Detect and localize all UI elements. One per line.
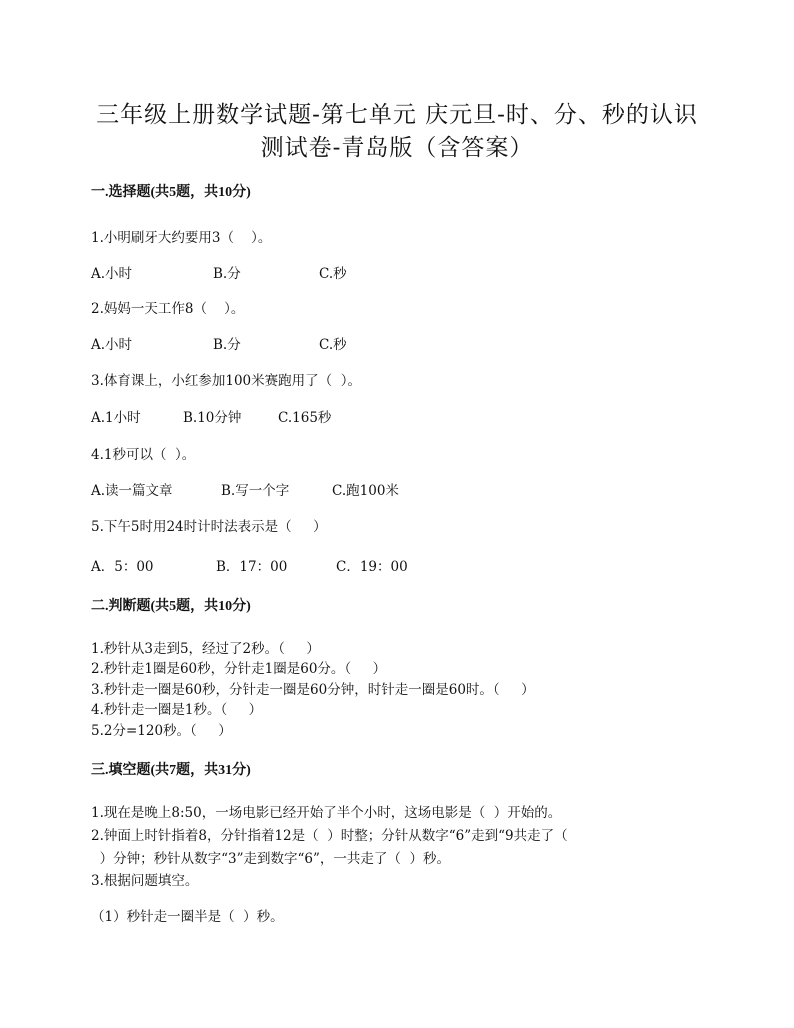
section-heading-choice: 一.选择题(共5题，共10分) bbox=[91, 185, 251, 200]
option-a: A．5：00 bbox=[91, 559, 154, 575]
option-c: C.165秒 bbox=[278, 410, 332, 426]
judgement-item: 1.秒针从3走到5，经过了2秒。（ ） bbox=[91, 641, 320, 657]
option-b: B.分 bbox=[213, 337, 241, 353]
option-a: A.1小时 bbox=[91, 410, 141, 426]
question-stem: 1.小明刷牙大约要用3（ ）。 bbox=[91, 230, 272, 246]
judgement-item: 4.秒针走一圈是1秒。（ ） bbox=[91, 702, 263, 718]
fill-in-item: 1.现在是晚上8:50，一场电影已经开始了半个小时，这场电影是（ ）开始的。 bbox=[91, 805, 562, 821]
option-c: C.跑100米 bbox=[332, 483, 399, 499]
option-a: A.小时 bbox=[91, 266, 133, 282]
fill-in-item-continued: ）分钟；秒针从数字“3”走到数字“6”，一共走了（ ）秒。 bbox=[91, 851, 450, 867]
option-c: C.秒 bbox=[319, 337, 347, 353]
judgement-item: 5.2分=120秒。（ ） bbox=[91, 723, 232, 739]
fill-in-subitem: （1）秒针走一圈半是（ ）秒。 bbox=[91, 909, 284, 925]
section-heading-true-false: 二.判断题(共5题，共10分) bbox=[91, 599, 251, 614]
document-title-line2: 测试卷-青岛版（含答案） bbox=[260, 135, 534, 161]
judgement-item: 2.秒针走1圈是60秒，分针走1圈是60分。（ ） bbox=[91, 661, 387, 677]
option-b: B.分 bbox=[213, 266, 241, 282]
option-b: B．17：00 bbox=[216, 559, 288, 575]
fill-in-item: 3.根据问题填空。 bbox=[91, 873, 199, 889]
fill-in-item: 2.钟面上时针指着8，分针指着12是（ ）时整；分针从数字“6”走到“9共走了（ bbox=[91, 828, 568, 844]
section-heading-fill-in: 三.填空题(共7题，共31分) bbox=[91, 763, 251, 778]
option-c: C．19：00 bbox=[336, 559, 408, 575]
question-stem: 5.下午5时用24时计时法表示是（ ） bbox=[91, 519, 327, 535]
question-stem: 3.体育课上，小红参加100米赛跑用了（ ）。 bbox=[91, 373, 361, 389]
option-a: A.小时 bbox=[91, 337, 133, 353]
question-stem: 4.1秒可以（ ）。 bbox=[91, 447, 196, 463]
document-title-line1: 三年级上册数学试题-第七单元 庆元旦-时、分、秒的认识 bbox=[96, 102, 698, 128]
option-c: C.秒 bbox=[319, 266, 347, 282]
option-a: A.读一篇文章 bbox=[91, 483, 173, 499]
judgement-item: 3.秒针走一圈是60秒，分针走一圈是60分钟，时针走一圈是60时。（ ） bbox=[91, 682, 535, 698]
option-b: B.写一个字 bbox=[221, 483, 290, 499]
option-b: B.10分钟 bbox=[183, 410, 242, 426]
question-stem: 2.妈妈一天工作8（ ）。 bbox=[91, 301, 245, 317]
